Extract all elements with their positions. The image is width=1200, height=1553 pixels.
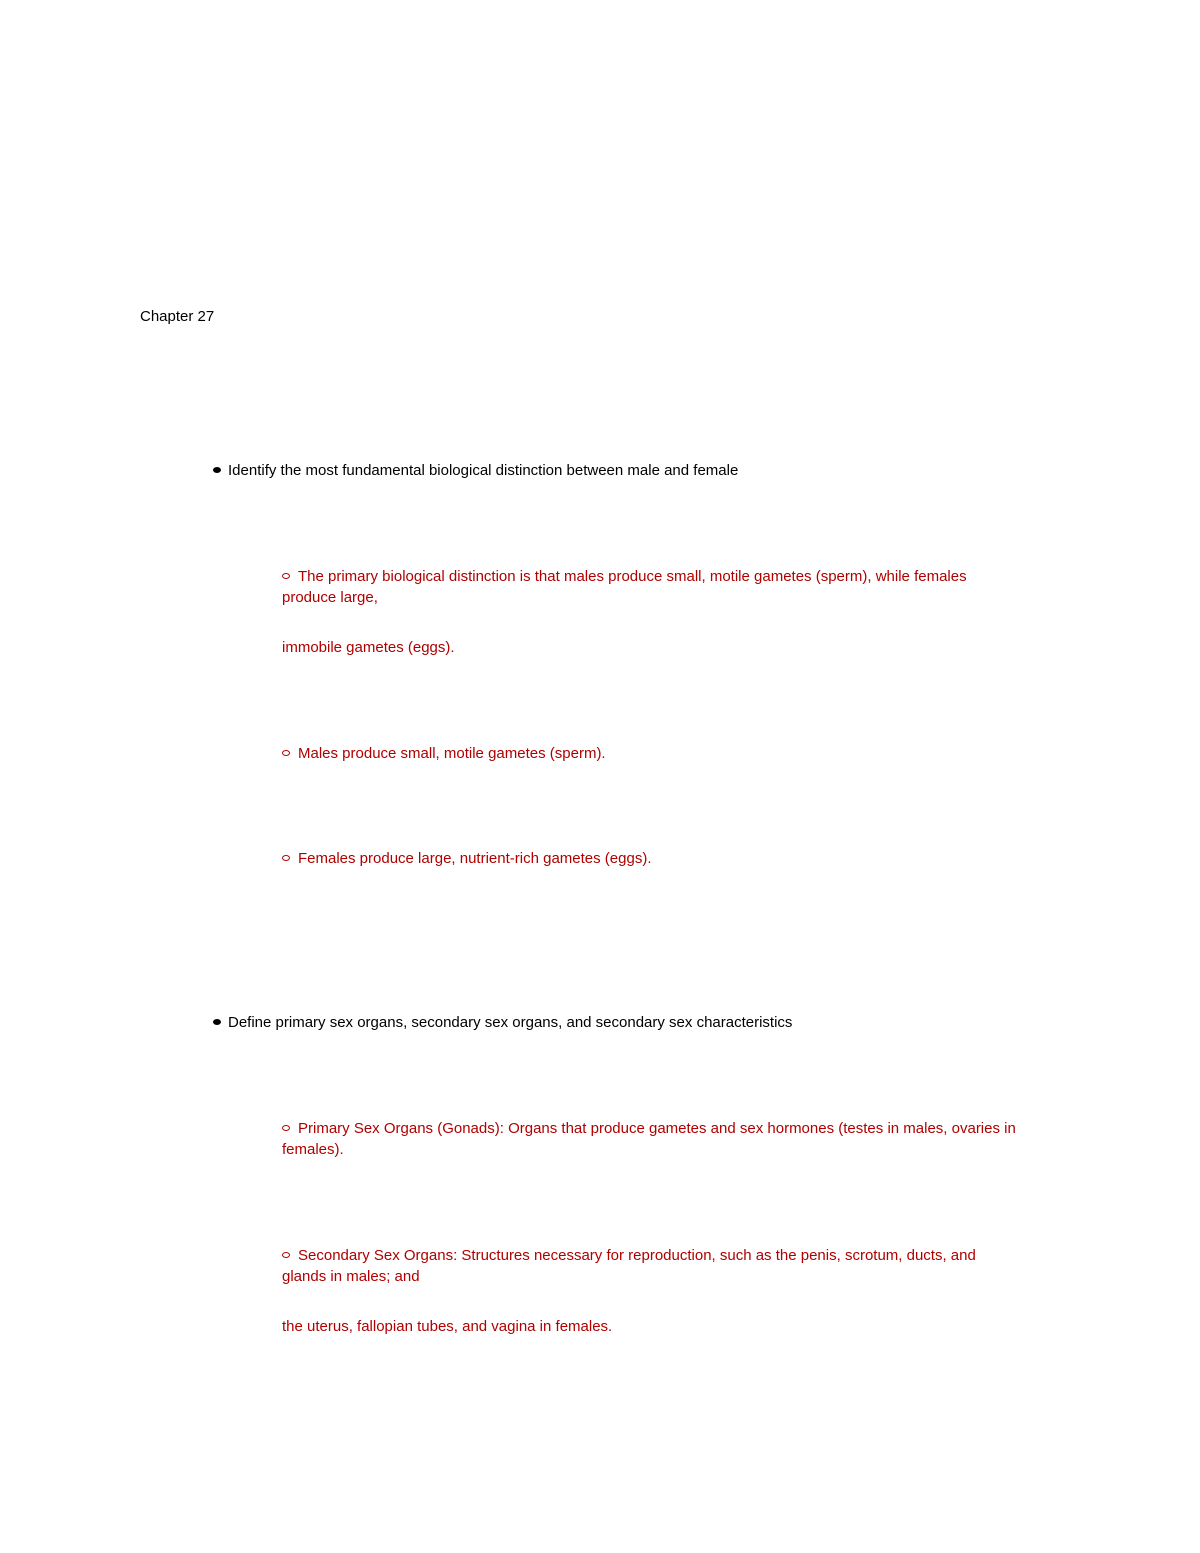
question-item xyxy=(213,1012,792,1033)
answer-item xyxy=(282,1245,976,1266)
question-text: Identify the most fundamental biological distinction between male and female xyxy=(228,462,739,479)
answer-text: The primary biological distinction is that males produce small, motile gametes (sperm), while females xyxy=(298,568,967,585)
hollow-circle-bullet-icon xyxy=(282,1125,290,1131)
answer-continuation: immobile gametes (eggs). xyxy=(282,639,455,656)
filled-circle-bullet-icon xyxy=(213,1019,221,1025)
answer-text: Primary Sex Organs (Gonads): Organs that produce gametes and sex hormones (testes in males, ovaries in xyxy=(298,1120,1016,1137)
answer-text-line2: females). xyxy=(282,1141,344,1158)
answer-text-line2: produce large, xyxy=(282,589,378,606)
chapter-title: Chapter 27 xyxy=(140,308,215,325)
hollow-circle-bullet-icon xyxy=(282,1252,290,1258)
hollow-circle-bullet-icon xyxy=(282,573,290,579)
answer-text-line2: glands in males; and xyxy=(282,1268,420,1285)
answer-text: Males produce small, motile gametes (sperm). xyxy=(298,745,606,762)
hollow-circle-bullet-icon xyxy=(282,855,290,861)
answer-item xyxy=(282,743,606,764)
filled-circle-bullet-icon xyxy=(213,467,221,473)
question-text: Define primary sex organs, secondary sex organs, and secondary sex characteristics xyxy=(228,1014,793,1031)
answer-item xyxy=(282,566,967,587)
answer-item xyxy=(282,848,652,869)
hollow-circle-bullet-icon xyxy=(282,750,290,756)
answer-text: Secondary Sex Organs: Structures necessary for reproduction, such as the penis, scrotum, ducts, and xyxy=(298,1247,976,1264)
answer-text: Females produce large, nutrient-rich gametes (eggs). xyxy=(298,850,652,867)
answer-continuation: the uterus, fallopian tubes, and vagina in females. xyxy=(282,1318,613,1335)
answer-item xyxy=(282,1118,1016,1139)
question-item xyxy=(213,460,738,481)
